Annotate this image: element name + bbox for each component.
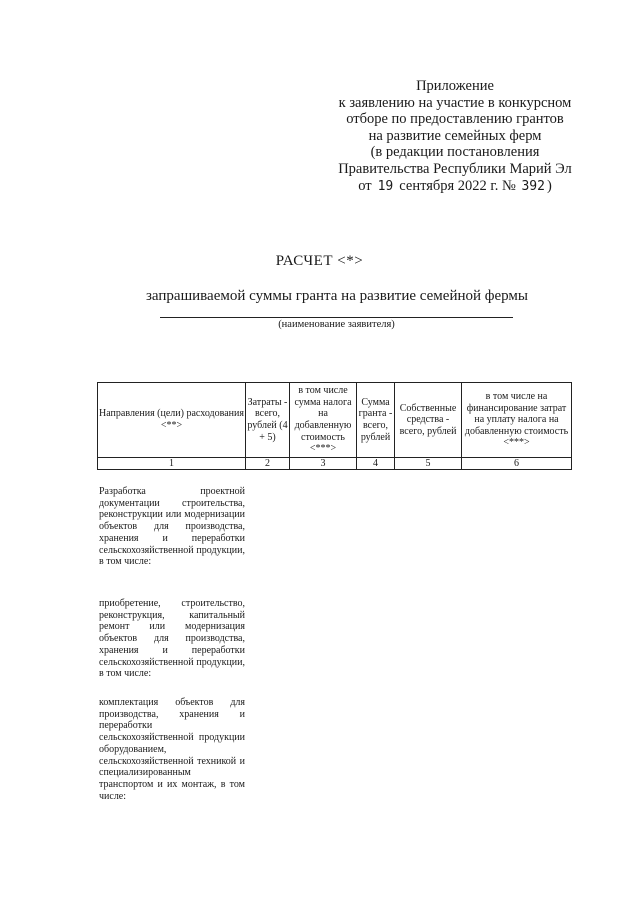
calculation-table	[97, 382, 572, 470]
applicant-name-line	[160, 317, 513, 318]
appendix-line-6: Правительства Республики Марий Эл	[338, 160, 572, 177]
column-number: 3	[290, 458, 357, 470]
header-costs-total: Затраты - всего, рублей (4 + 5)	[246, 383, 290, 458]
row-label: приобретение, строительство, реконструкция, капитальный ремонт или модернизация объектов для производства, хранения и переработки сельскохозяйственной продукции, в том числе:	[99, 598, 245, 680]
column-number: 5	[395, 458, 462, 470]
header-grant-total: Сумма гранта - всего, рублей	[357, 383, 395, 458]
row-label: комплектация объектов для производства, хранения и переработки сельскохозяйственной продукции оборудованием, сельскохозяйственной техникой и специализированным транспортом и их монтаж, в том числе:	[99, 697, 245, 802]
date-closing: )	[546, 177, 552, 194]
decree-number: 392	[521, 178, 545, 194]
header-own-funds: Собственные средства - всего, рублей	[395, 383, 462, 458]
document-title: РАСЧЕТ <*>	[275, 253, 364, 269]
appendix-line-3: отборе по предоставлению грантов	[346, 111, 564, 128]
date-prefix: от	[358, 177, 372, 194]
appendix-line-4: на развитие семейных ферм	[368, 127, 542, 144]
date-day: 19	[377, 178, 394, 194]
header-directions: Направления (цели) расходования <**>	[98, 383, 246, 458]
column-numbers-row	[98, 458, 572, 470]
row-design-documentation	[99, 486, 245, 568]
header-vat-amount: в том числе сумма налога на добавленную стоимость <***>	[290, 383, 357, 458]
column-number: 6	[462, 458, 572, 470]
row-acquisition-construction	[99, 598, 245, 680]
row-label: Разработка проектной документации строительства, реконструкции или модернизации объектов для производства, хранения и переработки сельскохозяйственной продукции, в том числе:	[99, 486, 245, 568]
appendix-date-line	[320, 178, 590, 196]
column-number: 4	[357, 458, 395, 470]
column-number: 2	[246, 458, 290, 470]
appendix-line-1: Приложение	[416, 78, 494, 94]
date-month-year: сентября 2022 г. №	[399, 177, 516, 194]
applicant-caption: (наименование заявителя)	[278, 319, 395, 330]
appendix-line-2: к заявлению на участие в конкурсном	[338, 94, 572, 111]
appendix-line-5: (в редакции постановления	[370, 144, 540, 161]
appendix-header	[320, 78, 590, 195]
header-vat-financing: в том числе на финансирование затрат на уплату налога на добавленную стоимость <***>	[462, 383, 572, 458]
document-subtitle: запрашиваемой суммы гранта на развитие семейной фермы	[146, 288, 528, 304]
row-equipment-completion	[99, 697, 245, 802]
table-header-row	[98, 383, 572, 458]
column-number: 1	[98, 458, 246, 470]
